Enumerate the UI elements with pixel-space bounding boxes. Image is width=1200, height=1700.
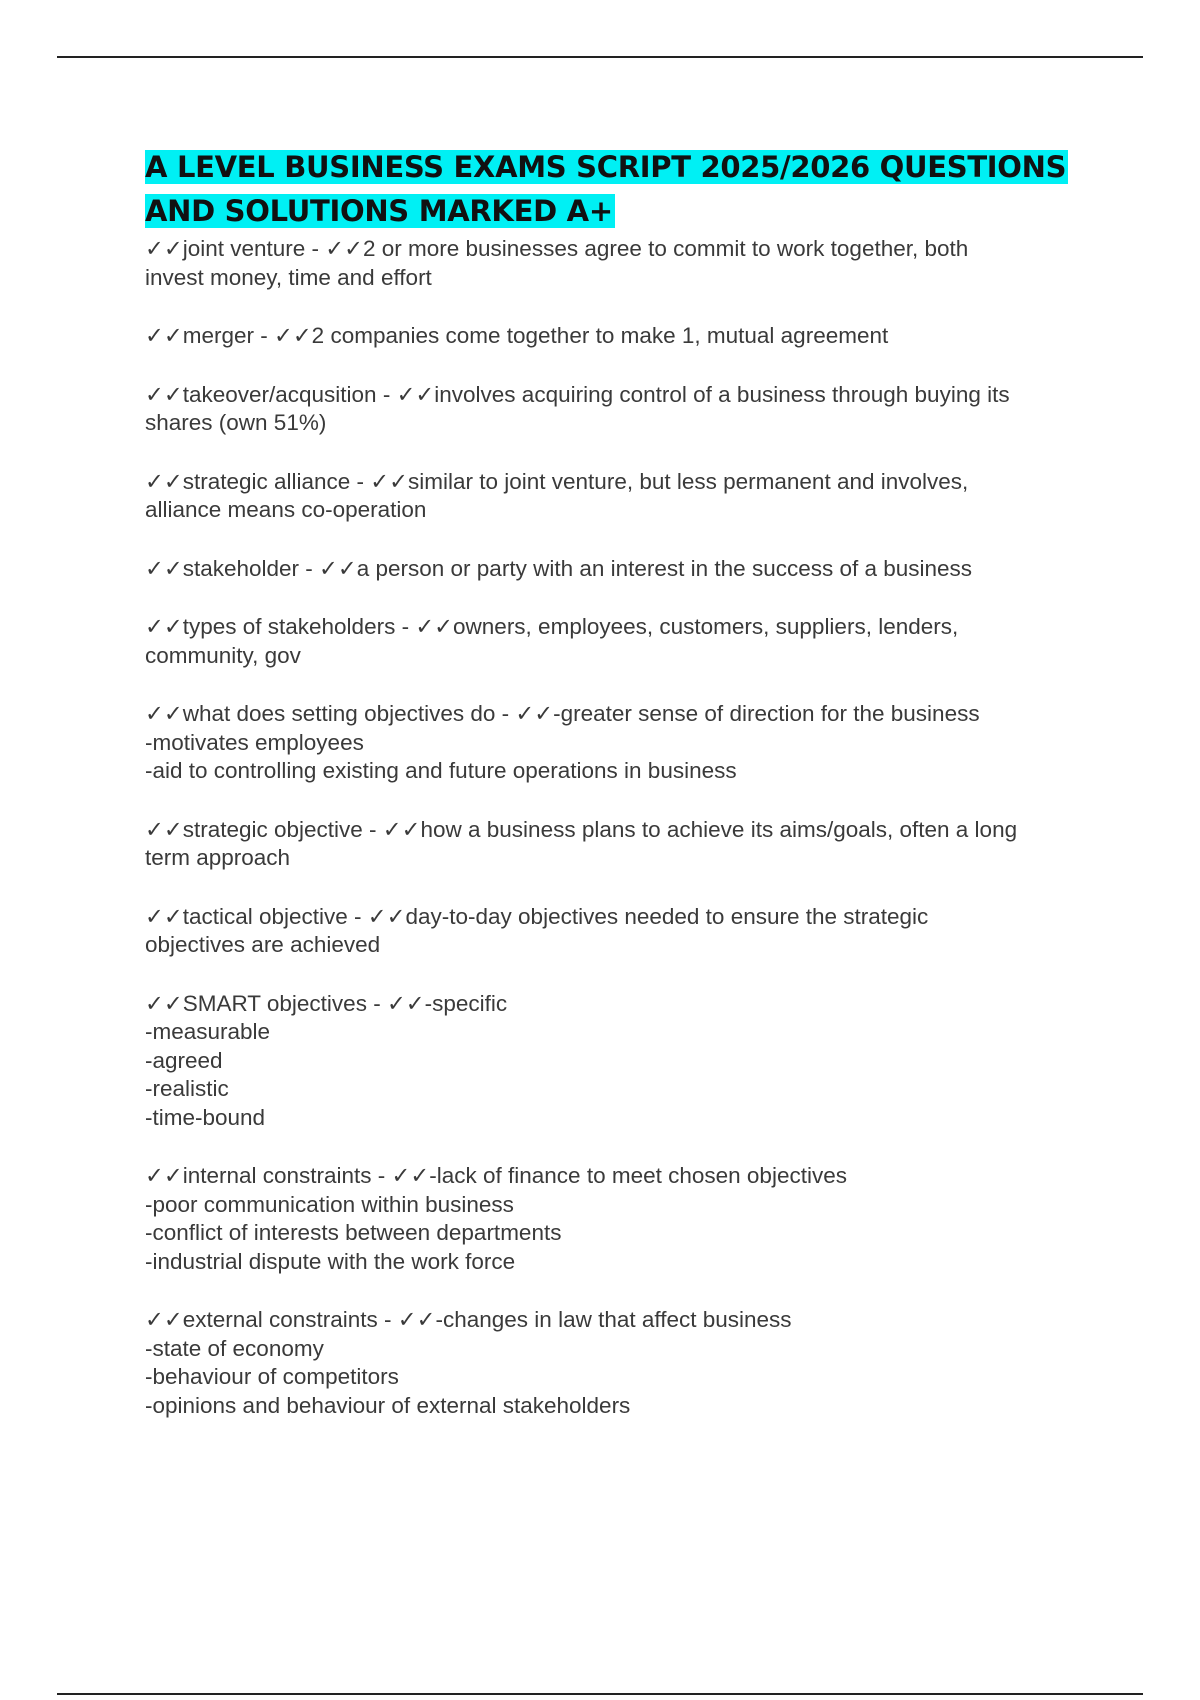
qa-detail-line: -poor communication within business [145, 1191, 514, 1217]
qa-entry [145, 700, 1085, 786]
title-line-1: A LEVEL BUSINESS EXAMS SCRIPT 2025/2026 QUESTIONS [145, 150, 1067, 184]
qa-term-line: ✓✓tactical objective - ✓✓day-to-day objectives needed to ensure the strategic [145, 903, 929, 929]
title-line-2: AND SOLUTIONS MARKED A+ [145, 194, 613, 228]
qa-detail-line: -motivates employees [145, 729, 364, 755]
qa-detail-line: -behaviour of competitors [145, 1364, 399, 1389]
qa-detail-line: shares (own 51%) [145, 410, 327, 435]
qa-detail-line: -measurable [145, 1019, 271, 1044]
qa-detail-line: -aid to controlling existing and future operations in business [145, 758, 737, 783]
qa-detail-line: community, gov [145, 642, 301, 668]
qa-entry [145, 816, 1085, 873]
qa-entry [145, 613, 1085, 670]
qa-term-line: ✓✓what does setting objectives do - ✓✓-greater sense of direction for the business [145, 701, 980, 726]
qa-entry [145, 235, 1085, 292]
top-rule [57, 56, 1143, 58]
qa-term-line: ✓✓types of stakeholders - ✓✓owners, employees, customers, suppliers, lenders, [145, 614, 959, 639]
qa-term-line: ✓✓takeover/acqusition - ✓✓involves acquiring control of a business through buying its [145, 381, 1010, 407]
bottom-rule [57, 1693, 1143, 1695]
qa-entry [145, 555, 1085, 584]
qa-entry [145, 903, 1085, 960]
qa-detail-line: -time-bound [145, 1104, 266, 1130]
qa-entry [145, 468, 1085, 525]
qa-detail-line: -state of economy [145, 1335, 324, 1361]
qa-term-line: ✓✓strategic alliance - ✓✓similar to joint venture, but less permanent and involves, [145, 468, 969, 494]
qa-entry [145, 990, 1085, 1133]
qa-list [145, 235, 1085, 1420]
qa-term-line: ✓✓merger - ✓✓2 companies come together to make 1, mutual agreement [145, 323, 889, 348]
qa-term-line: ✓✓joint venture - ✓✓2 or more businesses agree to commit to work together, both [145, 236, 969, 261]
qa-entry [145, 322, 1085, 351]
qa-entry [145, 381, 1085, 438]
qa-term-line: ✓✓stakeholder - ✓✓a person or party with an interest in the success of a business [145, 555, 973, 581]
qa-detail-line: term approach [145, 845, 291, 870]
qa-detail-line: invest money, time and effort [145, 264, 432, 290]
document-body [145, 145, 1085, 1450]
document-title [145, 145, 1085, 233]
qa-term-line: ✓✓SMART objectives - ✓✓-specific [145, 990, 508, 1016]
qa-detail-line: alliance means co-operation [145, 497, 427, 522]
qa-detail-line: -agreed [145, 1047, 223, 1073]
qa-detail-line: -realistic [145, 1076, 229, 1101]
qa-detail-line: -conflict of interests between departments [145, 1220, 562, 1245]
qa-detail-line: objectives are achieved [145, 932, 381, 957]
qa-detail-line: -industrial dispute with the work force [145, 1248, 516, 1274]
qa-entry [145, 1306, 1085, 1420]
qa-term-line: ✓✓strategic objective - ✓✓how a business plans to achieve its aims/goals, often a long [145, 816, 1018, 842]
qa-term-line: ✓✓external constraints - ✓✓-changes in law that affect business [145, 1307, 792, 1332]
qa-entry [145, 1162, 1085, 1276]
qa-term-line: ✓✓internal constraints - ✓✓-lack of finance to meet chosen objectives [145, 1163, 847, 1188]
qa-detail-line: -opinions and behaviour of external stakeholders [145, 1392, 631, 1418]
